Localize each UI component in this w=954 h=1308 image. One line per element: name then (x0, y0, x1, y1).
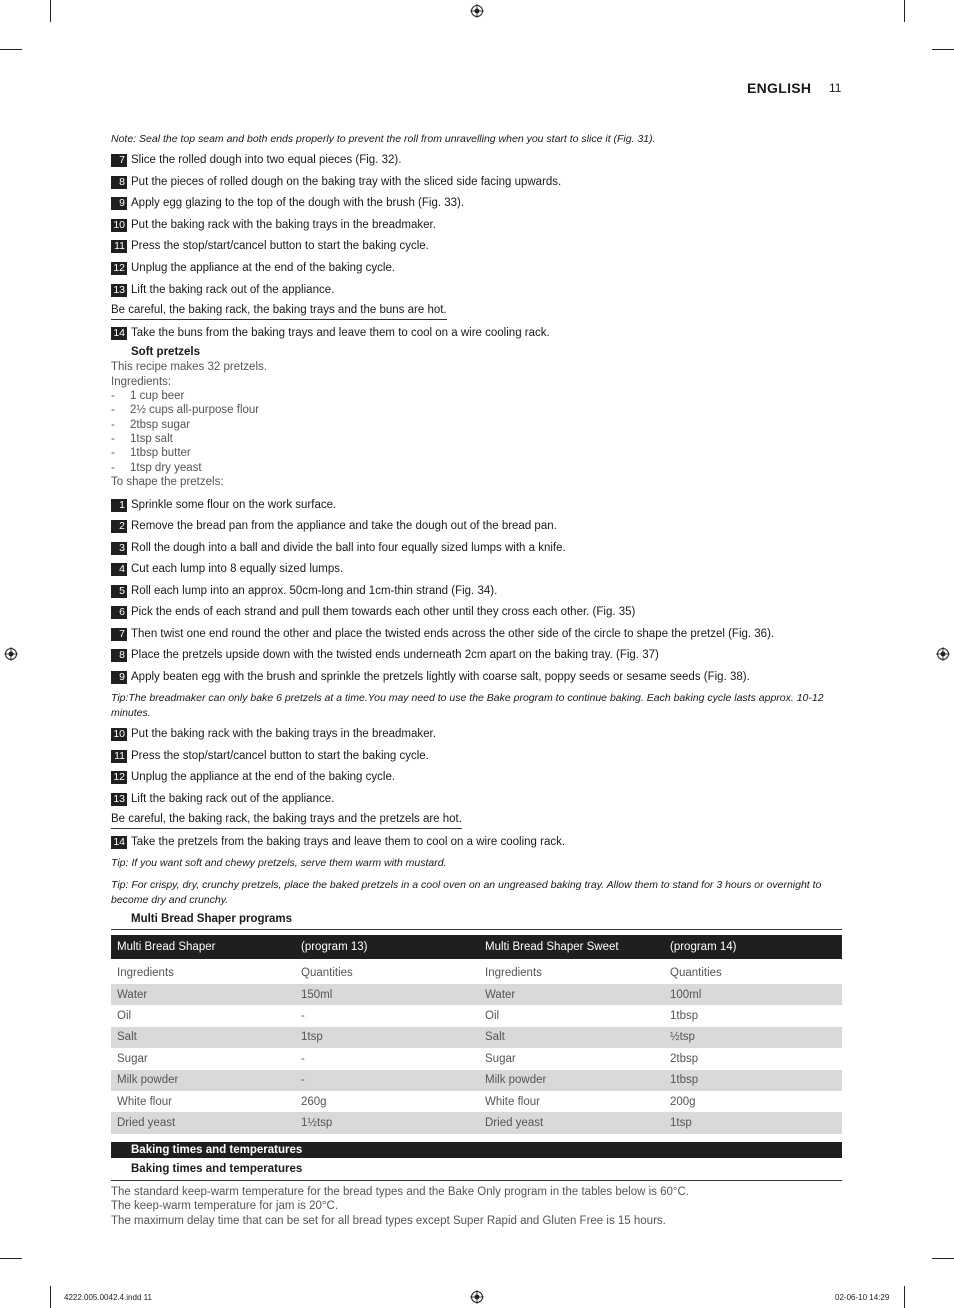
step-text: Take the pretzels from the baking trays and leave them to cool on a wire cooling rack. (131, 836, 566, 848)
step-item (111, 518, 557, 534)
baking-text-line: The standard keep-warm temperature for the bread types and the Bake Only program in the tables below is 60°C. (111, 1186, 689, 1198)
table-cell: Salt (479, 1027, 664, 1048)
step-item (111, 748, 429, 764)
step-text: Roll each lump into an approx. 50cm-long and 1cm-thin strand (Fig. 34). (131, 585, 498, 597)
step-number: 12 (111, 262, 127, 275)
table-cell: Dried yeast (111, 1112, 295, 1133)
registration-mark-right-icon (936, 647, 950, 661)
step-item (111, 497, 336, 513)
step-number: 6 (111, 606, 127, 619)
step-item (111, 174, 561, 190)
table-cell: - (295, 1070, 479, 1091)
step-text: Apply egg glazing to the top of the dough with the brush (Fig. 33). (131, 197, 465, 209)
step-number: 10 (111, 728, 127, 741)
step-number: 14 (111, 836, 127, 849)
table-row (111, 1005, 842, 1026)
step-item (111, 195, 464, 211)
table-cell: - (301, 1010, 305, 1023)
warning-pretzels-hot: Be careful, the baking rack, the baking trays and the pretzels are hot. (111, 812, 462, 829)
table-header-cell: Multi Bread Shaper (111, 935, 295, 959)
table-row (111, 984, 842, 1005)
table-title: Multi Bread Shaper programs (131, 913, 293, 925)
list-item: - 1 cup beer (111, 390, 185, 402)
step-text: Slice the rolled dough into two equal pieces (Fig. 32). (131, 154, 402, 166)
step-number: 14 (111, 327, 127, 340)
table-cell: Dried yeast (479, 1112, 664, 1133)
tip-six-pretzels: Tip:The breadmaker can only bake 6 pretzels at a time.You may need to use the Bake program to continue baking. Each baking cycle lasts approx. 10-12 minutes. (111, 692, 824, 719)
baking-text-line: The keep-warm temperature for jam is 20°C. (111, 1200, 339, 1212)
step-item (111, 583, 497, 599)
registration-mark-left-icon (4, 647, 18, 661)
step-item (111, 238, 429, 254)
table-header-cell: (program 13) (295, 935, 479, 959)
step-item (111, 769, 395, 785)
note-seal-seam: Note: Seal the top seam and both ends properly to prevent the roll from unravelling when you start to slice it (Fig. 31). (111, 133, 656, 145)
tip-soft-chewy: Tip: If you want soft and chewy pretzels, serve them warm with mustard. (111, 857, 447, 869)
recipe-yield: This recipe makes 32 pretzels. (111, 361, 267, 373)
footer-date: 02-06-10 14:29 (835, 1293, 890, 1302)
warning-buns-hot: Be careful, the baking rack, the baking trays and the buns are hot. (111, 303, 447, 320)
step-item (111, 152, 401, 168)
table-cell: 1tsp (664, 1112, 842, 1133)
step-text: Take the buns from the baking trays and leave them to cool on a wire cooling rack. (131, 327, 550, 339)
step-item (111, 260, 395, 276)
step-text: Roll the dough into a ball and divide the ball into four equally sized lumps with a knife. (131, 542, 566, 554)
section-title-baking-times: Baking times and temperatures (131, 1163, 303, 1175)
table-row (111, 1027, 842, 1048)
step-number: 2 (111, 520, 127, 533)
list-item: - 2tbsp sugar (111, 419, 191, 431)
step-item (111, 669, 750, 685)
list-item: - 2½ cups all-purpose flour (111, 404, 260, 416)
table-cell: Quantities (670, 966, 722, 979)
list-item: - 1tsp salt (111, 433, 173, 445)
step-number: 9 (111, 197, 127, 210)
table-header-cell: (program 14) (664, 935, 842, 959)
step-text: Unplug the appliance at the end of the baking cycle. (131, 771, 396, 783)
table-cell: 200g (670, 1095, 696, 1108)
step-item (111, 626, 774, 642)
table-cell: Water (479, 984, 664, 1005)
step-text: Cut each lump into 8 equally sized lumps. (131, 563, 344, 575)
step-text: Lift the baking rack out of the appliance. (131, 793, 335, 805)
step-text: Put the pieces of rolled dough on the baking tray with the sliced side facing upwards. (131, 176, 562, 188)
section-bar-baking-times: Baking times and temperatures (111, 1142, 842, 1158)
table-row (111, 1112, 842, 1133)
table-cell: Ingredients (485, 966, 542, 979)
table-row (111, 959, 842, 984)
step-item (111, 217, 436, 233)
step-number: 7 (111, 628, 127, 641)
step-item (111, 282, 334, 298)
section-title-soft-pretzels: Soft pretzels (131, 346, 201, 358)
list-item: - 1tbsp butter (111, 447, 191, 459)
step-item (111, 325, 550, 341)
step-number: 9 (111, 671, 127, 684)
step-number: 12 (111, 771, 127, 784)
table-cell: 1tsp (295, 1027, 479, 1048)
table-cell: - (301, 1052, 305, 1065)
page-language-header: ENGLISH (747, 80, 812, 96)
page-number: 11 (829, 81, 842, 95)
step-number: 11 (111, 750, 127, 763)
table-cell: Water (111, 984, 295, 1005)
step-number: 10 (111, 219, 127, 232)
baking-text-line: The maximum delay time that can be set for all bread types except Super Rapid and Gluten Free is 15 hours. (111, 1215, 666, 1227)
step-number: 1 (111, 499, 127, 512)
step-number: 3 (111, 542, 127, 555)
step-number: 4 (111, 563, 127, 576)
step-text: Sprinkle some flour on the work surface. (131, 499, 337, 511)
table-cell: Oil (485, 1010, 500, 1023)
footer-file-name: 4222.005.0042.4.indd 11 (64, 1293, 152, 1302)
table-cell: 1½tsp (295, 1112, 479, 1133)
step-item (111, 834, 565, 850)
shape-label: To shape the pretzels: (111, 476, 224, 488)
table-cell: 1tbsp (670, 1010, 699, 1023)
step-item (111, 647, 659, 663)
step-item (111, 726, 436, 742)
registration-mark-bottom-icon (470, 1290, 484, 1304)
table-cell: Milk powder (111, 1070, 295, 1091)
ingredients-label: Ingredients: (111, 376, 172, 388)
table-cell: 150ml (295, 984, 479, 1005)
step-number: 8 (111, 176, 127, 189)
recipe-table (111, 935, 842, 1134)
table-cell: ½tsp (664, 1027, 842, 1048)
step-text: Place the pretzels upside down with the twisted ends underneath 2cm apart on the baking tray. (Fig. 37) (131, 649, 659, 661)
step-number: 11 (111, 240, 127, 253)
table-cell: 260g (301, 1095, 327, 1108)
step-number: 8 (111, 649, 127, 662)
table-header-row (111, 935, 842, 959)
step-text: Lift the baking rack out of the appliance. (131, 284, 335, 296)
step-text: Press the stop/start/cancel button to start the baking cycle. (131, 750, 429, 762)
table-row (111, 1091, 842, 1112)
table-header-cell: Multi Bread Shaper Sweet (479, 935, 664, 959)
step-number: 13 (111, 284, 127, 297)
table-cell: Milk powder (479, 1070, 664, 1091)
step-item (111, 791, 334, 807)
step-text: Then twist one end round the other and place the twisted ends across the other side of the circle to shape the pretzel (Fig. 36). (131, 628, 775, 640)
step-item (111, 540, 566, 556)
tip-crispy: Tip: For crispy, dry, crunchy pretzels, place the baked pretzels in a cool oven on an ungreased baking tray. Allow them to stand for 3 hours or overnight to become dry and crunchy. (111, 879, 822, 906)
table-cell: Oil (117, 1010, 132, 1023)
step-text: Remove the bread pan from the appliance and take the dough out of the bread pan. (131, 520, 557, 532)
table-cell: Sugar (117, 1052, 148, 1065)
table-cell: 100ml (664, 984, 842, 1005)
step-text: Unplug the appliance at the end of the baking cycle. (131, 262, 396, 274)
step-text: Apply beaten egg with the brush and sprinkle the pretzels lightly with coarse salt, poppy seeds or sesame seeds (Fig. 38). (131, 671, 750, 683)
step-text: Press the stop/start/cancel button to start the baking cycle. (131, 240, 429, 252)
registration-mark-top-icon (470, 4, 484, 18)
table-cell: Salt (111, 1027, 295, 1048)
table-cell: 1tbsp (664, 1070, 842, 1091)
table-row (111, 1048, 842, 1069)
step-text: Put the baking rack with the baking trays in the breadmaker. (131, 728, 436, 740)
list-item: - 1tsp dry yeast (111, 462, 202, 474)
table-cell: White flour (485, 1095, 540, 1108)
step-number: 13 (111, 793, 127, 806)
table-cell: White flour (117, 1095, 172, 1108)
table-cell: Quantities (301, 966, 353, 979)
step-number: 5 (111, 585, 127, 598)
table-cell: Ingredients (117, 966, 174, 979)
step-item (111, 604, 635, 620)
step-text: Put the baking rack with the baking trays in the breadmaker. (131, 219, 436, 231)
table-cell: 2tbsp (670, 1052, 699, 1065)
step-item (111, 561, 343, 577)
step-number: 7 (111, 154, 127, 167)
table-row (111, 1070, 842, 1091)
step-text: Pick the ends of each strand and pull them towards each other until they cross each other. (Fig. 35) (131, 606, 636, 618)
table-cell: Sugar (485, 1052, 516, 1065)
